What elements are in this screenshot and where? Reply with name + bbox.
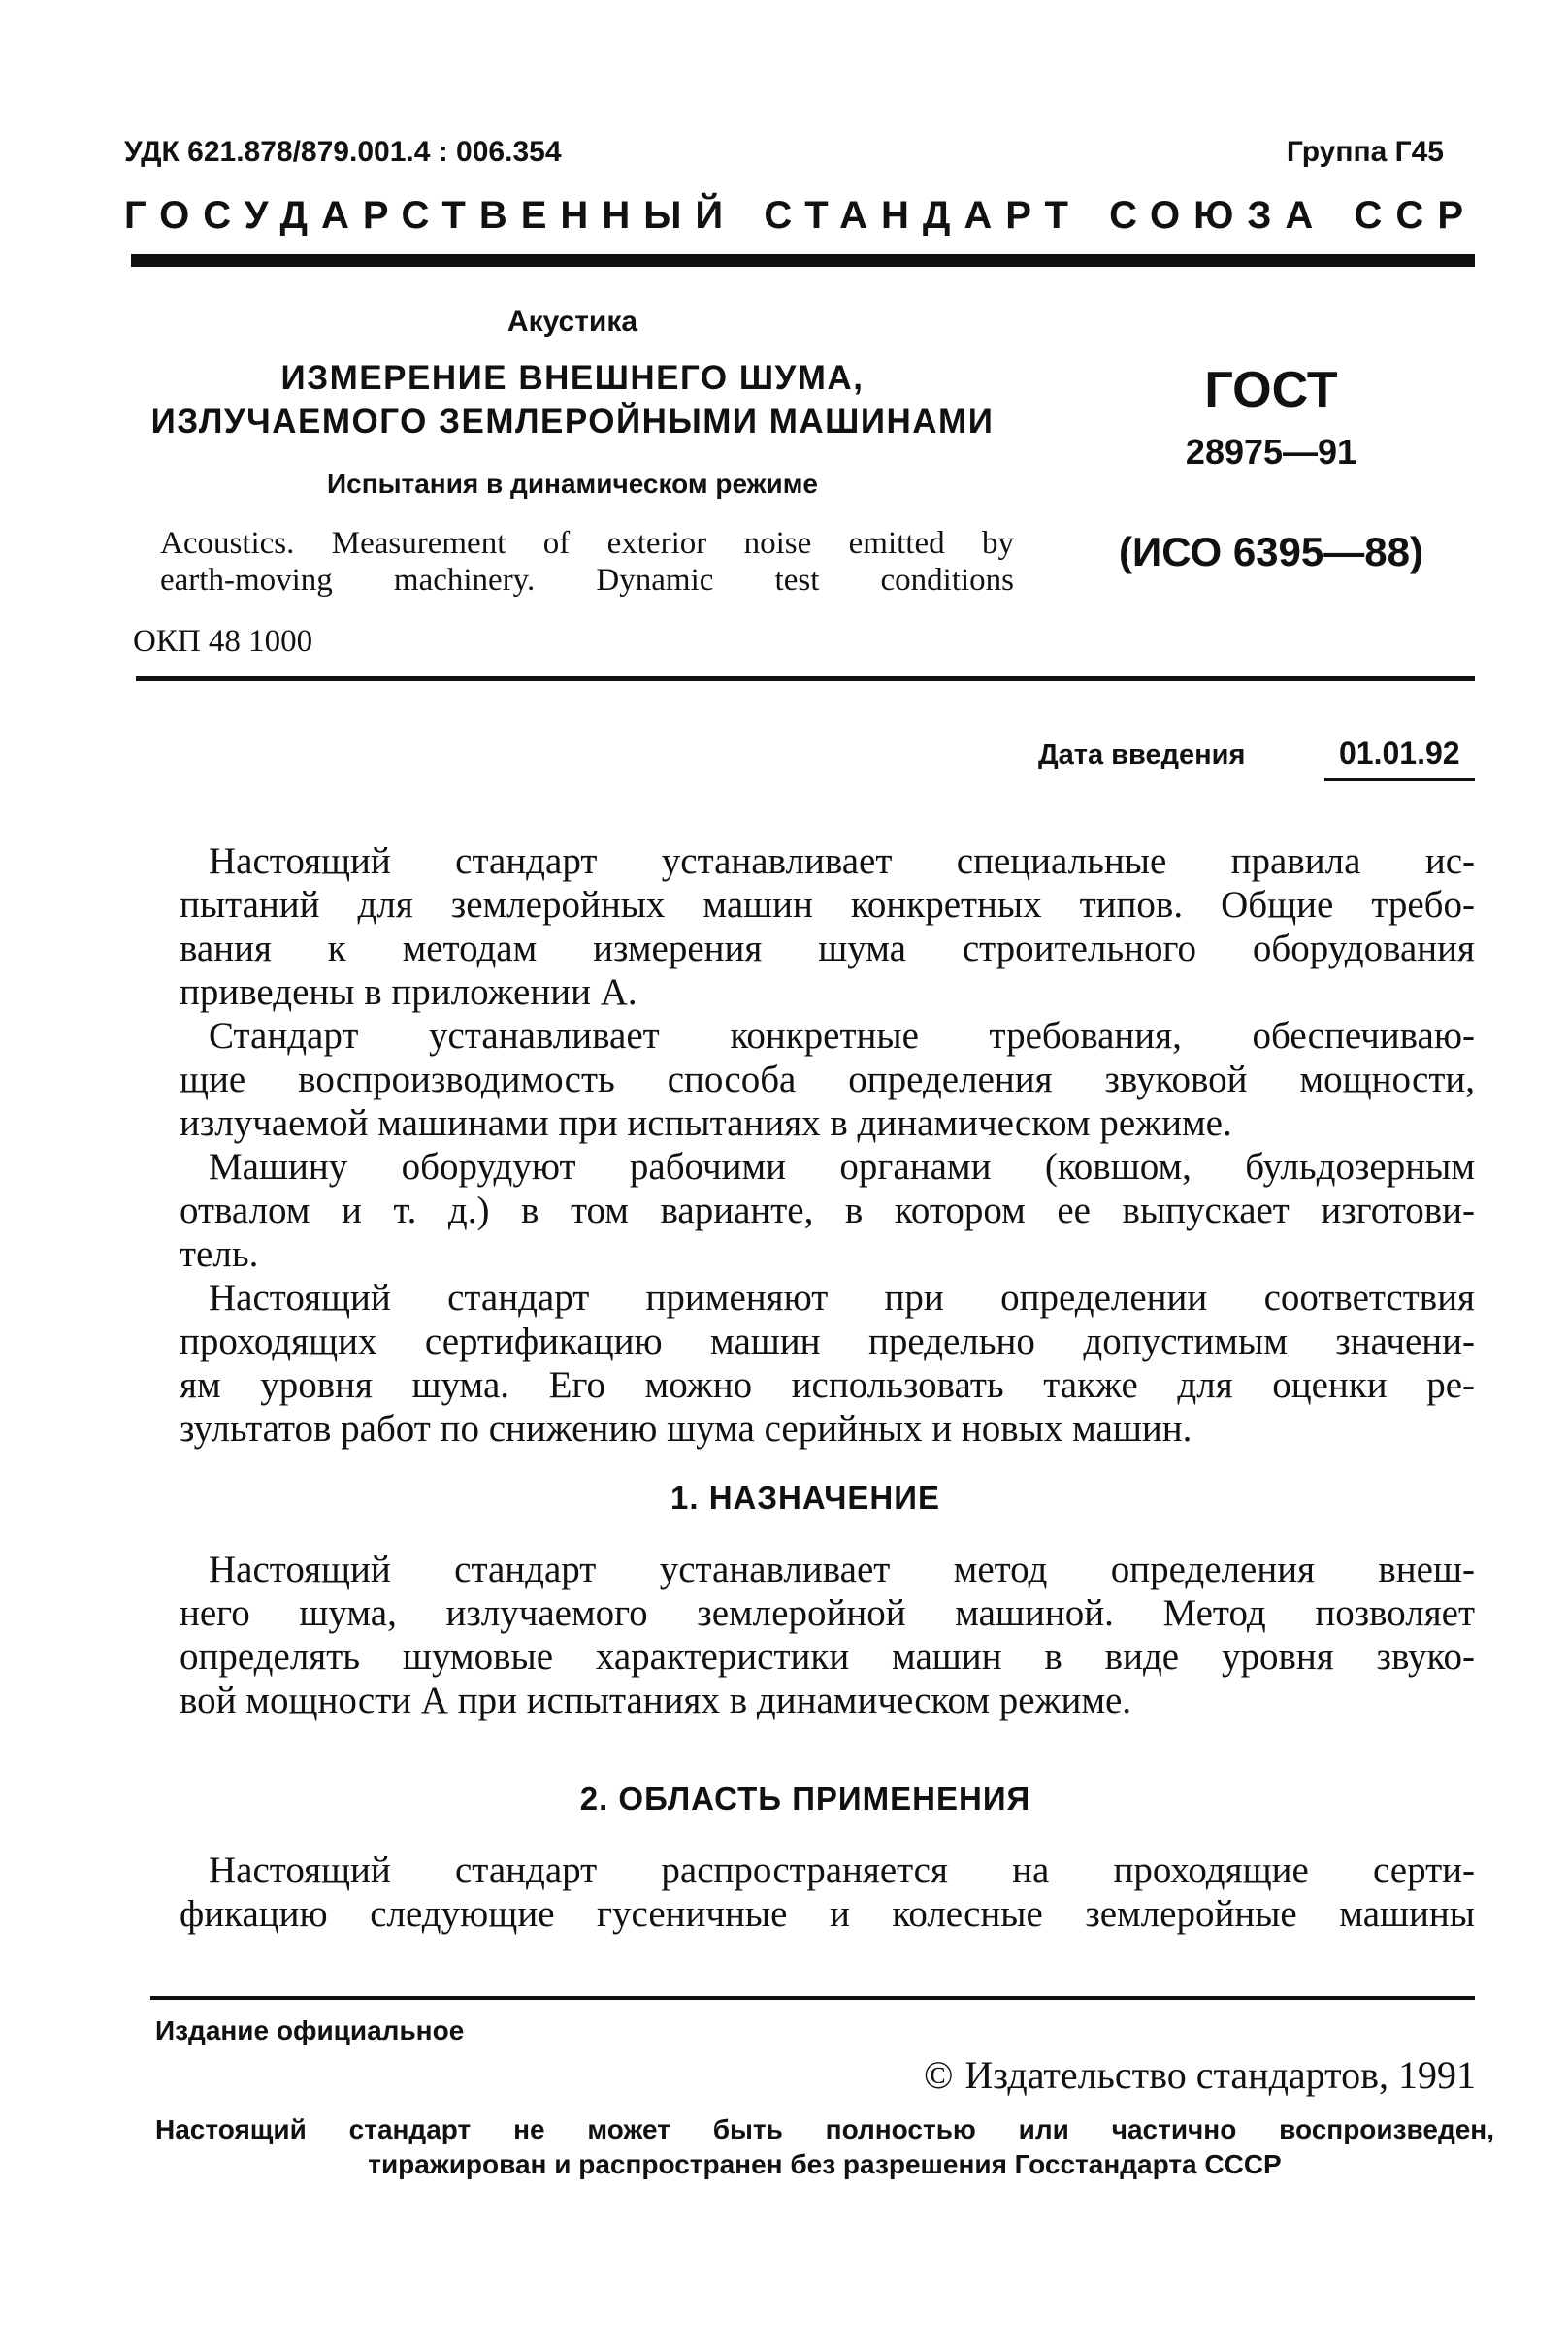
edition-label: Издание официальное [155, 2015, 465, 2045]
state-standard-banner: ГОСУДАРСТВЕННЫЙ СТАНДАРТ СОЮЗА ССР [124, 194, 1477, 237]
intro-line: Настоящий стандарт применяют при определении соответствия [209, 1277, 1475, 1319]
intro-line: вания к методам измерения шума строительного оборудования [180, 928, 1475, 969]
intro-line: ям уровня шума. Его можно использовать также для оценки ре- [180, 1364, 1475, 1406]
section-1-line: вой мощности А при испытаниях в динамическом режиме. [180, 1680, 1132, 1721]
iso-reference: (ИСО 6395—88) [1119, 529, 1423, 574]
udk-code: УДК 621.878/879.001.4 : 006.354 [124, 136, 562, 168]
group-code: Группа Г45 [1286, 136, 1444, 168]
section-2-line: Настоящий стандарт распространяется на проходящие серти- [209, 1849, 1475, 1891]
intro-line: тель. [180, 1233, 259, 1275]
header-divider [131, 254, 1475, 267]
section-heading-scope: 2. ОБЛАСТЬ ПРИМЕНЕНИЯ [579, 1780, 1031, 1816]
section-1-line: Настоящий стандарт устанавливает метод определения внеш- [209, 1549, 1475, 1590]
introduction-date-label: Дата введения [1038, 739, 1246, 770]
section-heading-purpose: 1. НАЗНАЧЕНИЕ [670, 1480, 940, 1516]
title-line-1: ИЗМЕРЕНИЕ ВНЕШНЕГО ШУМА, [280, 359, 865, 397]
section-1-line: него шума, излучаемого землеройной машиной. Метод позволяет [180, 1592, 1475, 1634]
footer-divider [150, 1996, 1475, 2000]
intro-line: щие воспроизводимость способа определения звуковой мощности, [180, 1059, 1475, 1100]
intro-line: Стандарт устанавливает конкретные требования, обеспечиваю- [209, 1015, 1475, 1057]
copyright-line [924, 2052, 1476, 2098]
legal-notice-line-2: тиражирован и распространен без разрешения Госстандарта СССР [368, 2149, 1282, 2179]
section-2-line: фикацию следующие гусеничные и колесные землеройные машины [180, 1893, 1475, 1935]
intro-line: приведены в приложении А. [180, 971, 637, 1013]
intro-line: пытаний для землеройных машин конкретных типов. Общие требо- [180, 884, 1475, 926]
title-subtitle: Испытания в динамическом режиме [327, 469, 818, 499]
intro-line: Машину оборудуют рабочими органами (ковшом, бульдозерным [209, 1146, 1475, 1188]
copyright-text: Издательство стандартов, 1991 [964, 2053, 1476, 2097]
section-1-line: определять шумовые характеристики машин в виде уровня звуко- [180, 1636, 1475, 1678]
introduction-date-underline [1324, 778, 1475, 781]
title-divider [136, 676, 1475, 681]
copyright-icon: © [923, 2053, 954, 2097]
title-line-2: ИЗЛУЧАЕМОГО ЗЕМЛЕРОЙНЫМИ МАШИНАМИ [150, 403, 995, 441]
intro-line: зультатов работ по снижению шума серийных и новых машин. [180, 1408, 1192, 1450]
gost-number: 28975—91 [1185, 432, 1357, 472]
intro-line: отвалом и т. д.) в том варианте, в котором ее выпускает изготови- [180, 1190, 1475, 1231]
introduction-date-value: 01.01.92 [1339, 735, 1460, 770]
intro-line: излучаемой машинами при испытаниях в динамическом режиме. [180, 1102, 1232, 1144]
english-title-line-2: earth-moving machinery. Dynamic test conditions [160, 563, 1014, 598]
gost-label: ГОСТ [1204, 362, 1338, 418]
english-title-line-1: Acoustics. Measurement of exterior noise emitted by [160, 526, 1014, 561]
legal-notice-line-1: Настоящий стандарт не может быть полностью или частично воспроизведен, [155, 2114, 1494, 2144]
intro-line: проходящих сертификацию машин предельно допустимым значени- [180, 1321, 1475, 1362]
subject-label: Акустика [506, 306, 638, 338]
okp-code: ОКП 48 1000 [133, 624, 313, 659]
intro-line: Настоящий стандарт устанавливает специальные правила ис- [209, 840, 1475, 882]
